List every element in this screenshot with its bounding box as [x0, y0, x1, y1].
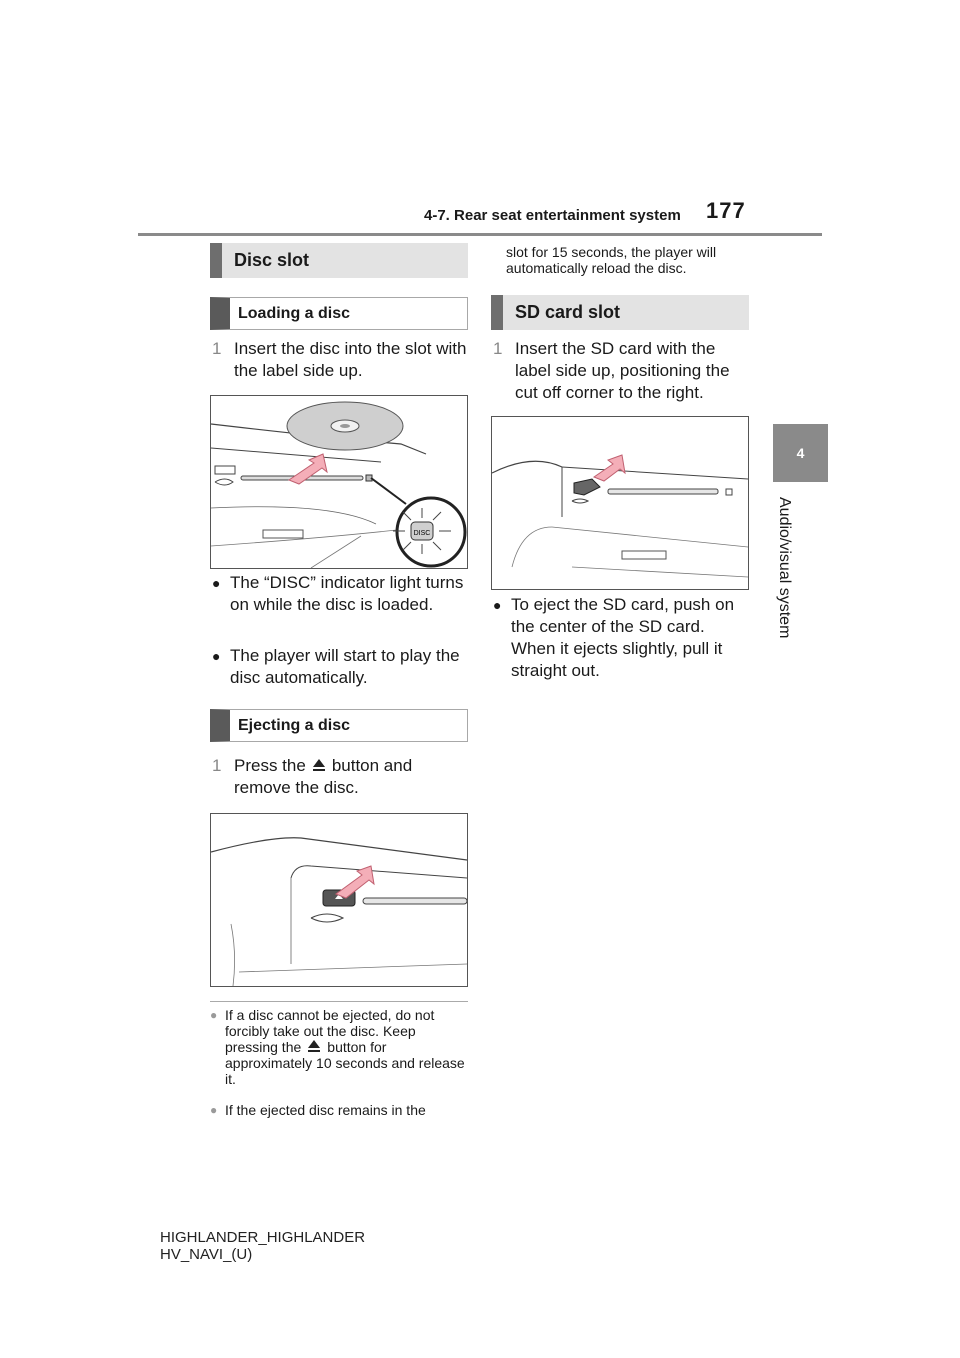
sd-step [493, 338, 751, 404]
disc-slot-heading [210, 243, 468, 278]
ejecting-step [212, 755, 470, 799]
eject-icon [312, 758, 326, 772]
disc-eject-illustration [211, 814, 467, 986]
step-text: Insert the disc into the slot with the label side up. [234, 339, 467, 380]
bullet-text: The “DISC” indicator light turns on while the disc is loaded. [230, 573, 464, 614]
loading-step [212, 338, 470, 382]
bullet-text: To eject the SD card, push on the center of the SD card. When it ejects slightly, pull it straight out. [511, 595, 735, 680]
disc-loading-figure [210, 395, 468, 569]
step-number: 1 [212, 339, 222, 358]
sd-card-slot-heading [491, 295, 749, 330]
step-number: 1 [212, 756, 222, 775]
sd-card-slot-heading-text: SD card slot [515, 302, 621, 322]
bullet-dot: ● [212, 575, 221, 591]
sd-bullet [493, 594, 749, 682]
ejecting-disc-subheading-text: Ejecting a disc [238, 716, 351, 734]
footer-line-1: HIGHLANDER_HIGHLANDER [160, 1229, 366, 1246]
disc-loading-illustration [211, 396, 467, 568]
bullet-dot: ● [493, 597, 502, 613]
loading-disc-subheading [210, 297, 468, 330]
note-text-post: button for approximately 10 seconds and release it. [225, 1039, 465, 1087]
step-text-post: button and remove the disc. [234, 756, 413, 797]
insert-arrow [594, 455, 625, 481]
step-number: 1 [493, 339, 503, 358]
sd-card-figure [491, 416, 749, 590]
chapter-label-text: Audio/visual system [776, 497, 793, 639]
step-text [234, 755, 470, 799]
sd-card-illustration-card [574, 479, 600, 495]
step-text-pre: Press the [234, 756, 306, 775]
chapter-tab: 4 [773, 424, 828, 482]
note-dot: ● [210, 1008, 218, 1022]
note-2 [210, 1102, 468, 1118]
note-2-continued [491, 244, 749, 276]
disc-indicator-label: DISC [413, 530, 431, 537]
footer-line-2: HV_NAVI_(U) [160, 1246, 253, 1263]
disc-eject-figure [210, 813, 468, 987]
section-title: 4-7. Rear seat entertainment system [424, 207, 681, 224]
note-text: If the ejected disc remains in the [225, 1102, 426, 1118]
step-text: Insert the SD card with the label side up, positioning the cut off corner to the right. [515, 339, 730, 402]
notes-divider [210, 1001, 468, 1002]
eject-icon [307, 1039, 321, 1053]
note-text: slot for 15 seconds, the player will automatically reload the disc. [506, 244, 717, 276]
note-text [225, 1007, 468, 1087]
disc-slot-heading-text: Disc slot [234, 250, 310, 270]
bullet-text: The player will start to play the disc automatically. [230, 646, 460, 687]
bullet-dot: ● [212, 648, 221, 664]
disc-bullet-2 [212, 645, 468, 689]
footer-model-code [160, 1229, 365, 1263]
sd-card-illustration [492, 417, 748, 589]
ejecting-disc-subheading [210, 709, 468, 742]
note-text-pre: If a disc cannot be ejected, do not forcibly take out the disc. Keep pressing the [225, 1007, 435, 1055]
chapter-label [771, 497, 793, 647]
page-number: 177 [706, 198, 746, 223]
header-divider [138, 233, 822, 236]
note-1 [210, 1007, 468, 1087]
loading-disc-subheading-text: Loading a disc [238, 304, 351, 322]
disc-bullet-1 [212, 572, 468, 616]
note-dot: ● [210, 1103, 218, 1117]
